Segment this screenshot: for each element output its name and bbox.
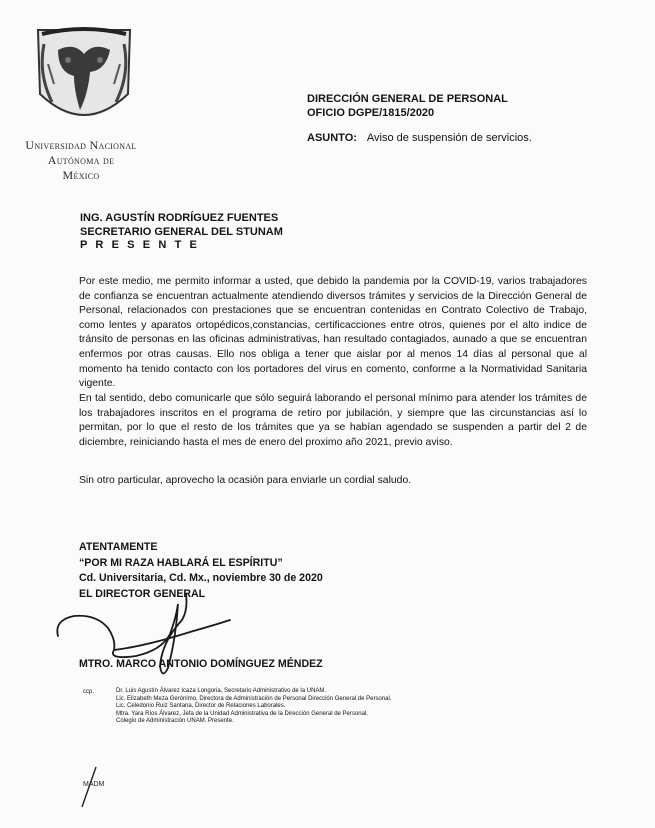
university-name — [6, 138, 156, 183]
body-paragraph-1: Por este medio, me permito informar a usted, que debido la pandemia por la COVID-19, varios trabajadores de confianza se encuentran actualmente atendiendo diversos trámites y servicios de la Dirección General de Personal, relacionados con prestaciones que se encuentran contenidas en Contrato Colectivo de Trabajo, como lentes y aparatos ortopédicos,constancias, certificacciones entre otros, quienes por el alto indice de tránsito de personas en las oficinas administrativas, han resultado contagiados, aunado a que se encuentran enfermos por otras causas. Ello nos obliga a tener que aislar por al menos 14 días al personal que al momento ha tenido contacto con los portadores del virus en comento, conforme a la Normatividad Sanitaria vigente. — [79, 276, 587, 390]
addressee-name: ING. AGUSTÍN RODRÍGUEZ FUENTES — [80, 212, 279, 224]
body-paragraph-3: Sin otro particular, aprovecho la ocasión para enviarle un cordial saludo. — [79, 475, 412, 486]
oficio-number: OFICIO DGPE/1815/2020 — [307, 107, 435, 119]
department-name: DIRECCIÓN GENERAL DE PERSONAL — [307, 93, 508, 105]
ccp-recipient: Lic. Elizabeth Meza Gerónimo, Directora de Administración de Personal Dirección General de Personal. — [116, 695, 392, 702]
ccp-recipient: Dr. Luis Agustín Álvarez Icaza Longoria, Secretario Administrativo de la UNAM. — [116, 688, 327, 694]
asunto-label: ASUNTO: — [307, 132, 357, 144]
closing-atentamente: ATENTAMENTE — [79, 541, 158, 553]
ccp-list — [116, 688, 391, 726]
ccp-label: ccp. — [83, 689, 95, 695]
asunto-text: Aviso de suspensión de servicios. — [366, 132, 532, 144]
body-paragraph-2: En tal sentido, debo comunicarle que sólo seguirá laborando el personal mínimo para atender los trámites de los trabajadores inscritos en el programa de retiro por jubilación, y siempre que las circunstancias así lo permitan, por lo que el resto de los trámites que ya se habían agendado se suspenden a partir del 2 de diciembre, reiniciando hasta el mes de enero del proximo año 2021, previo aviso. — [79, 393, 587, 448]
university-name-line-2: Autónoma de — [47, 153, 115, 167]
closing-place-date: Cd. Universitaria, Cd. Mx., noviembre 30 de 2020 — [79, 572, 323, 584]
addressee-position: SECRETARIO GENERAL DEL STUNAM — [80, 225, 283, 238]
asunto-line — [307, 132, 532, 144]
closing-motto: “POR MI RAZA HABLARÁ EL ESPÍRITU” — [79, 556, 283, 569]
addressee-greeting: P R E S E N T E — [80, 239, 200, 251]
university-name-line-3: México — [62, 168, 100, 182]
addressee-block — [80, 212, 283, 253]
ccp-recipient: Colegio de Administración UNAM. Presente. — [116, 718, 234, 725]
typist-initials: MADM — [83, 781, 105, 788]
university-name-line-1: Universidad Nacional — [25, 138, 137, 152]
ccp-recipient: Lic. Celedonio Ruiz Santana, Director de Relaciones Laborales. — [116, 703, 286, 710]
director-name: MTRO. MARCO ANTONIO DOMÍNGUEZ MÉNDEZ — [79, 658, 323, 670]
header-block — [307, 92, 508, 120]
unam-crest-icon — [28, 24, 140, 138]
closing-title: EL DIRECTOR GENERAL — [79, 587, 206, 600]
ccp-recipient: Mtra. Yara Ríos Álvarez, Jefa de la Unidad Administrativa de la Dirección General de Personal. — [116, 710, 368, 717]
